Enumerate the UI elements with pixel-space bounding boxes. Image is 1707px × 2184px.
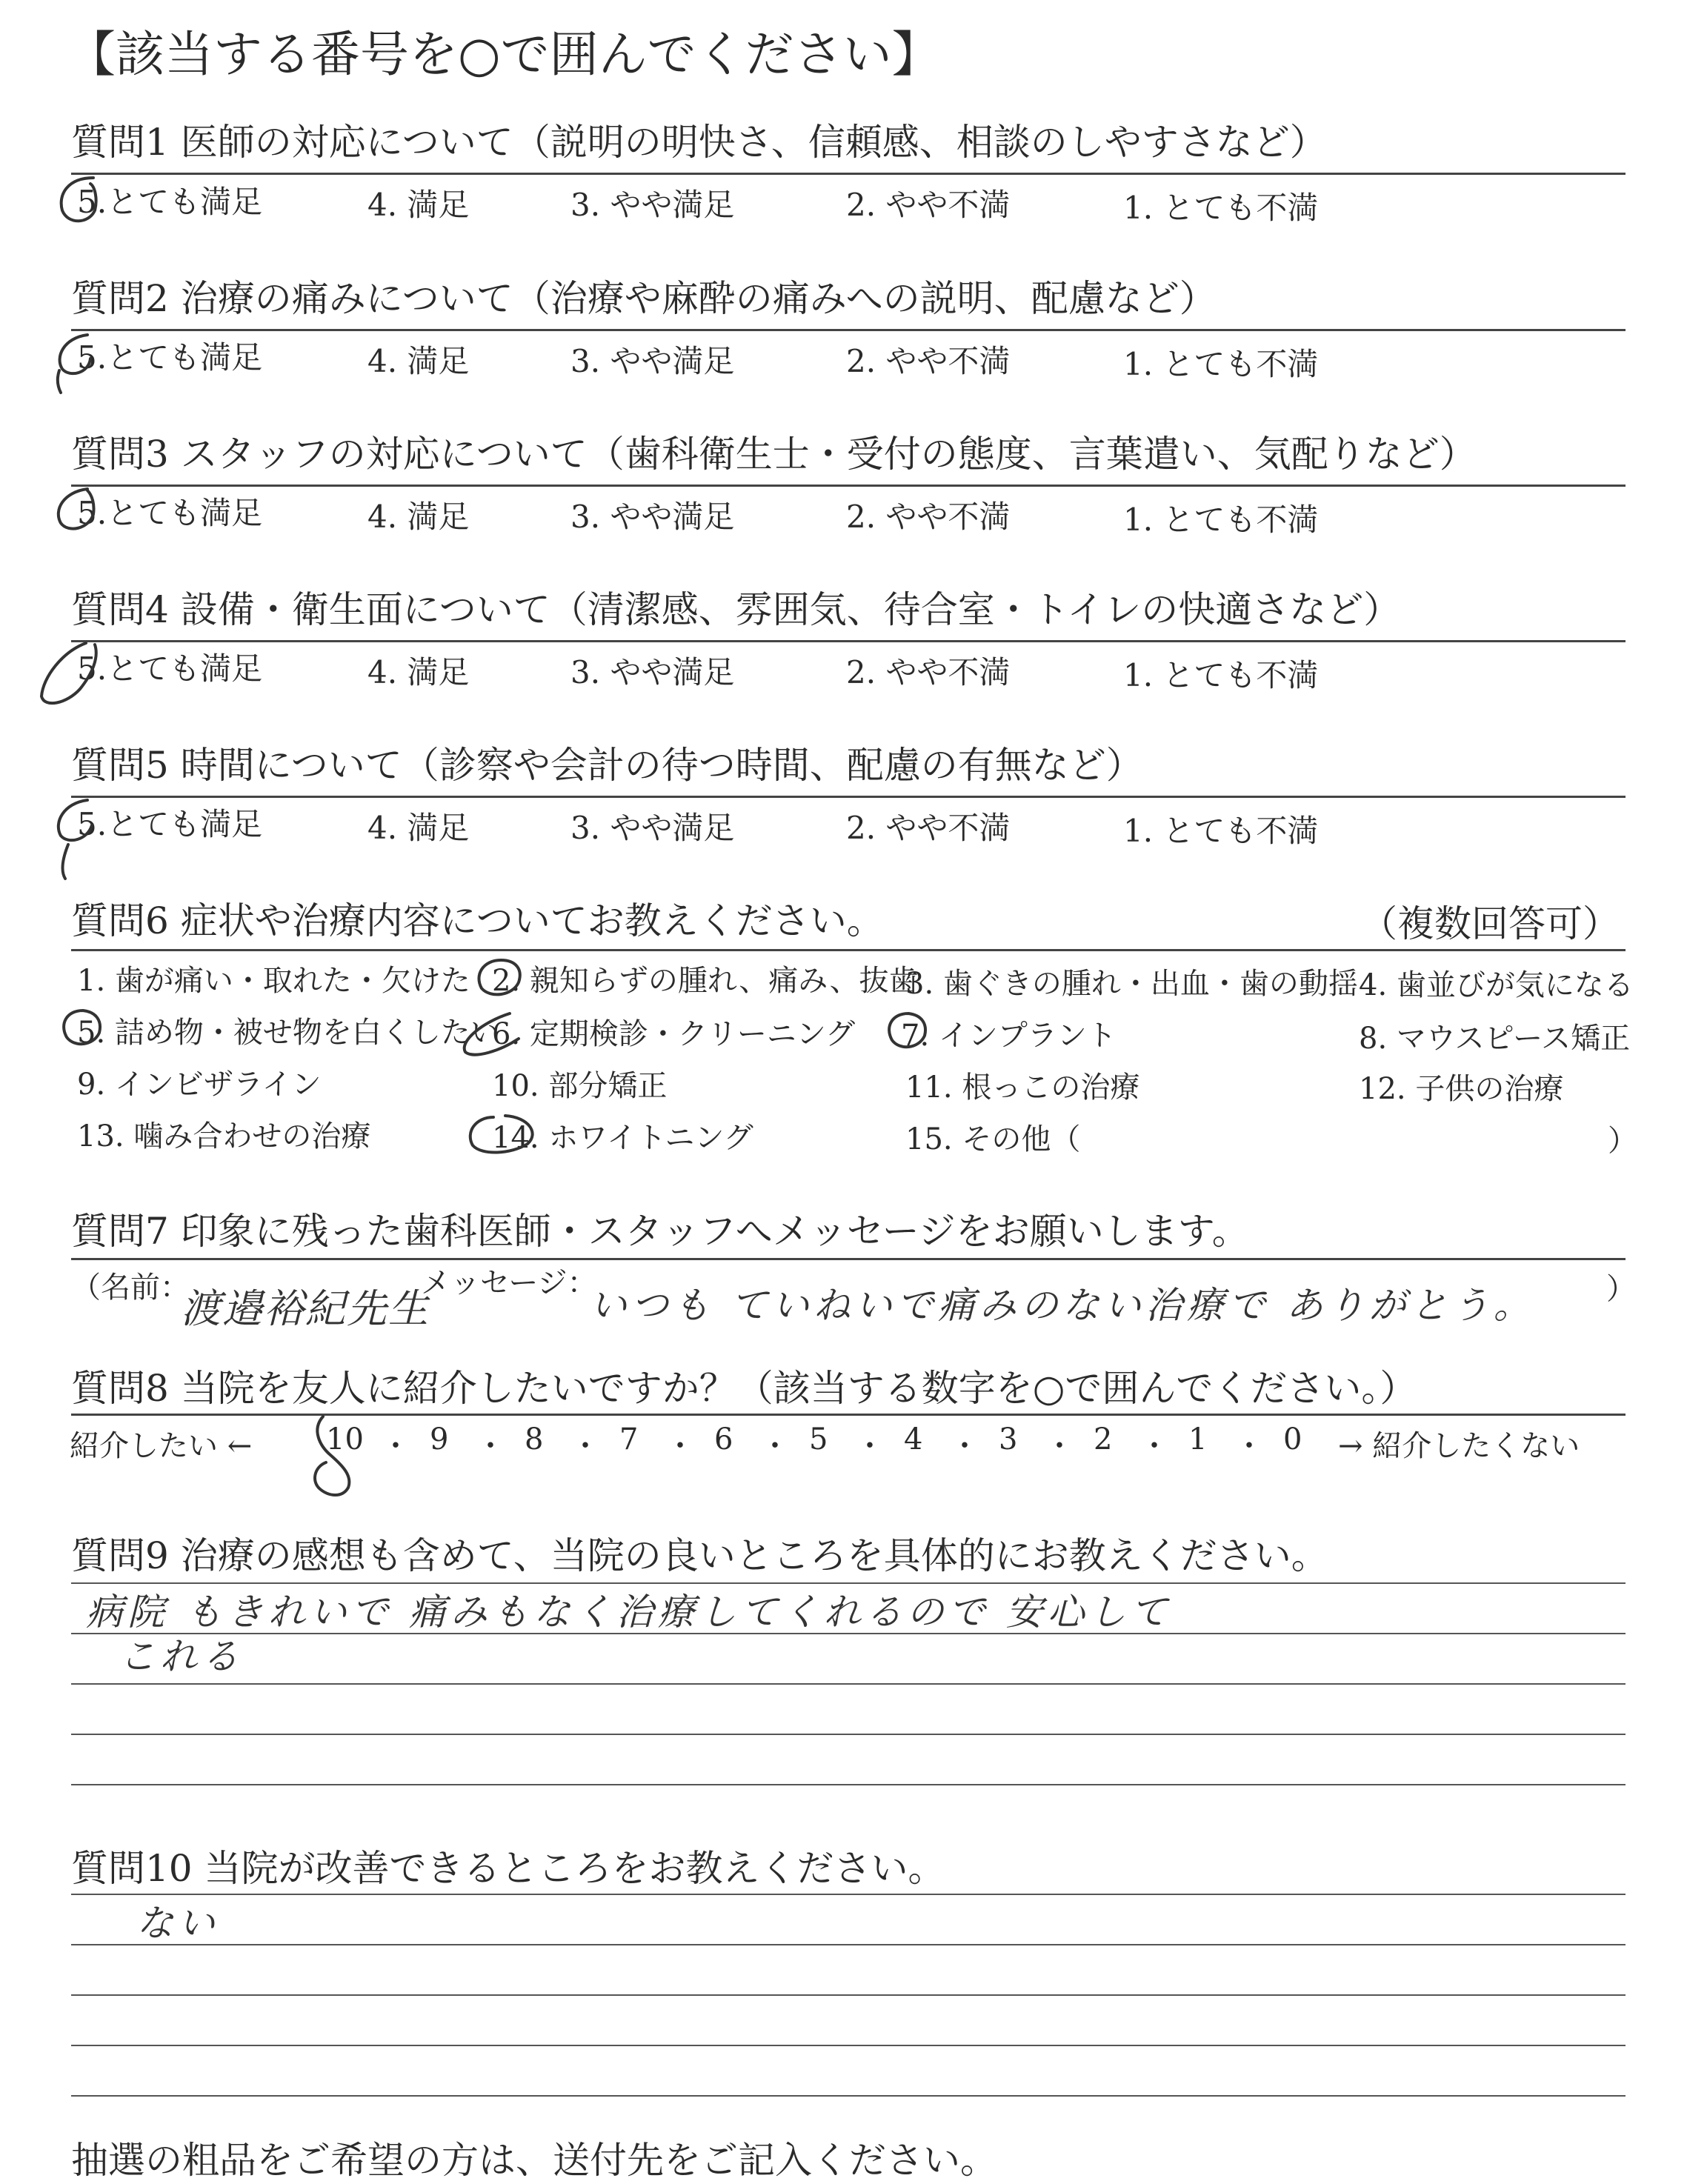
option-1[interactable]: 1. とても不満 [1123, 502, 1319, 538]
option-4[interactable]: 4. 満足 [367, 810, 470, 846]
symptom-option[interactable]: 10. 部分矯正 [492, 1069, 668, 1103]
other-close-paren: ） [1608, 1124, 1637, 1158]
option-5[interactable]: 5.とても満足 [77, 650, 263, 687]
scale-separator: ・ [1234, 1429, 1264, 1463]
symptom-option[interactable]: 7. インプラント [901, 1019, 1117, 1053]
option-1[interactable]: 1. とても不満 [1123, 813, 1319, 849]
option-5[interactable]: 5.とても満足 [77, 339, 263, 376]
scale-separator: ・ [855, 1429, 885, 1463]
symptom-option[interactable]: 8. マウスピース矯正 [1359, 1022, 1631, 1056]
option-2[interactable]: 2. やや不満 [846, 343, 1011, 379]
symptom-option[interactable]: 14. ホワイトニング [492, 1121, 753, 1155]
option-3[interactable]: 3. やや満足 [570, 343, 735, 379]
circle-mark-q4 [41, 643, 96, 703]
option-4[interactable]: 4. 満足 [367, 187, 470, 223]
name-label: （名前： [71, 1271, 190, 1305]
circle-mark-q6-7 [889, 1013, 925, 1047]
option-4[interactable]: 4. 満足 [367, 654, 470, 690]
answer-handwritten[interactable]: ない [136, 1902, 219, 1945]
question-title: 質問10 当院が改善できるところをお教えください。 [71, 1847, 945, 1890]
question-title: 質問5 時間について（診察や会計の待つ時間、配慮の有無など） [71, 744, 1143, 787]
option-4[interactable]: 4. 満足 [367, 343, 470, 379]
question-title: 質問3 スタッフの対応について（歯科衛生士・受付の態度、言葉遣い、気配りなど） [71, 433, 1477, 476]
scale-value-2[interactable]: 2 [1094, 1422, 1113, 1456]
scale-separator: ・ [665, 1429, 695, 1463]
scale-value-10[interactable]: 10 [326, 1422, 364, 1456]
scale-value-0[interactable]: 0 [1283, 1422, 1302, 1456]
question-title: 質問2 治療の痛みについて（治療や麻酔の痛みへの説明、配慮など） [71, 277, 1217, 320]
symptom-option[interactable]: 2. 親知らずの腫れ、痛み、抜歯 [492, 964, 919, 998]
circle-mark-q6-6 [465, 1013, 519, 1055]
question-title: 質問8 当院を友人に紹介したいですか？（該当する数字を○で囲んでください。） [71, 1367, 1417, 1410]
option-4[interactable]: 4. 満足 [367, 499, 470, 535]
symptom-option[interactable]: 9. インビザライン [77, 1068, 322, 1102]
option-3[interactable]: 3. やや満足 [570, 810, 735, 846]
recommend-left-label: 紹介したい ← [70, 1429, 253, 1463]
symptom-option[interactable]: 15. その他（ [905, 1122, 1081, 1156]
option-3[interactable]: 3. やや満足 [570, 187, 735, 223]
scale-value-9[interactable]: 9 [430, 1422, 449, 1456]
question-title: 質問6 症状や治療内容についてお教えください。 [71, 899, 884, 942]
scale-separator: ・ [950, 1429, 979, 1463]
scale-separator: ・ [476, 1429, 505, 1463]
option-1[interactable]: 1. とても不満 [1123, 190, 1319, 226]
multiple-answers-note: （複数回答可） [1360, 902, 1620, 945]
symptom-option[interactable]: 5. 詰め物・被せ物を白くしたい [77, 1016, 500, 1050]
option-1[interactable]: 1. とても不満 [1123, 346, 1319, 382]
circle-mark-q5 [59, 800, 92, 879]
symptom-option[interactable]: 11. 根っこの治療 [905, 1071, 1140, 1105]
message-label: メッセージ： [421, 1266, 597, 1300]
footer-note: 抽選の粗品をご希望の方は、送付先をご記入ください。 [71, 2139, 997, 2182]
question-title: 質問1 医師の対応について（説明の明快さ、信頼感、相談のしやすさなど） [71, 121, 1327, 164]
circle-mark-q6-2 [479, 960, 519, 994]
symptom-option[interactable]: 13. 噛み合わせの治療 [77, 1119, 371, 1153]
option-5[interactable]: 5.とても満足 [77, 184, 263, 220]
scale-separator: ・ [381, 1429, 410, 1463]
scale-value-4[interactable]: 4 [904, 1422, 923, 1456]
circle-mark-q8-10 [315, 1416, 349, 1495]
scale-value-8[interactable]: 8 [525, 1422, 544, 1456]
scale-separator: ・ [570, 1429, 600, 1463]
form-title: 【該当する番号を○で囲んでください】 [67, 26, 941, 83]
answer-handwritten[interactable]: 病院 もきれいで 痛みもなく治療してくれるので 安心して [86, 1591, 1172, 1634]
option-3[interactable]: 3. やや満足 [570, 654, 735, 690]
circle-mark-q2 [58, 335, 90, 393]
option-3[interactable]: 3. やや満足 [570, 499, 735, 535]
option-2[interactable]: 2. やや不満 [846, 654, 1011, 690]
circle-mark-q1 [61, 178, 96, 221]
option-2[interactable]: 2. やや不満 [846, 810, 1011, 846]
scale-value-3[interactable]: 3 [999, 1422, 1018, 1456]
question-title: 質問7 印象に残った歯科医師・スタッフへメッセージをお願いします。 [71, 1210, 1249, 1253]
question-title: 質問9 治療の感想も含めて、当院の良いところを具体的にお教えください。 [71, 1534, 1328, 1577]
scale-separator: ・ [760, 1429, 790, 1463]
symptom-option[interactable]: 3. 歯ぐきの腫れ・出血・歯の動揺 [905, 967, 1358, 1001]
scale-separator: ・ [1139, 1429, 1169, 1463]
symptom-option[interactable]: 12. 子供の治療 [1359, 1072, 1564, 1106]
symptom-option[interactable]: 4. 歯並びが気になる [1359, 968, 1634, 1002]
scale-separator: ・ [1045, 1429, 1074, 1463]
message-handwritten[interactable]: いつも ていねいで痛みのない治療で ありがとう。 [590, 1284, 1535, 1327]
circle-mark-q6-14 [470, 1116, 533, 1153]
symptom-option[interactable]: 1. 歯が痛い・取れた・欠けた [77, 964, 470, 998]
option-2[interactable]: 2. やや不満 [846, 187, 1011, 223]
option-5[interactable]: 5.とても満足 [77, 806, 263, 842]
option-5[interactable]: 5.とても満足 [77, 495, 263, 531]
answer-handwritten[interactable]: これる [119, 1635, 243, 1678]
scale-value-1[interactable]: 1 [1188, 1422, 1208, 1456]
option-1[interactable]: 1. とても不満 [1123, 657, 1319, 693]
symptom-option[interactable]: 6. 定期検診・クリーニング [492, 1017, 856, 1051]
name-handwritten[interactable]: 渡邉裕紀先生 [181, 1285, 430, 1332]
scale-value-5[interactable]: 5 [809, 1422, 828, 1456]
circle-mark-q3 [59, 489, 94, 529]
question-title: 質問4 設備・衛生面について（清潔感、雰囲気、待合室・トイレの快適さなど） [71, 588, 1401, 631]
scale-value-7[interactable]: 7 [619, 1422, 639, 1456]
option-2[interactable]: 2. やや不満 [846, 499, 1011, 535]
recommend-right-label: → 紹介したくない [1338, 1429, 1580, 1463]
circle-mark-q6-5 [64, 1011, 100, 1044]
message-close-paren: ） [1606, 1272, 1636, 1306]
scale-value-6[interactable]: 6 [714, 1422, 733, 1456]
